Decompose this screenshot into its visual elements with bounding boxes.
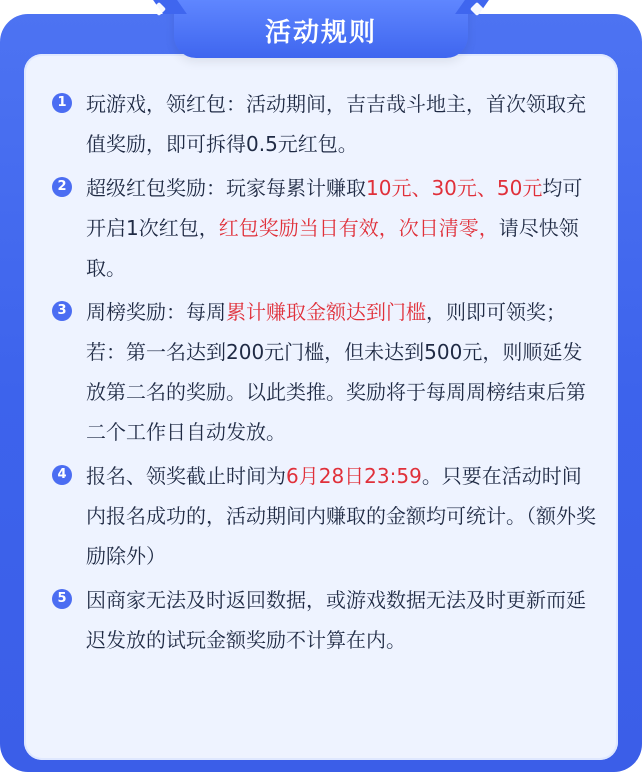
title-tab [174,0,468,58]
number-badge-icon: 4 [52,465,72,485]
rule-text: 玩游戏，领红包：活动期间，吉吉哉斗地主，首次领取充值奖励，即可拆得0.5元红包。 [86,92,586,156]
rule-item-4 [52,456,600,576]
rule-text: ，则即可领奖；若：第一名达到200元门槛，但未达到500元，则顺延发放第二名的奖励。以此类推。奖励将于每周周榜结束后第二个工作日自动发放。 [86,300,586,444]
number-badge-icon: 5 [52,589,72,609]
rule-text: 超级红包奖励：玩家每累计赚取 [86,176,366,200]
rule-item-3 [52,292,600,452]
rule-item-2 [52,168,600,288]
rule-highlight: 累计赚取金额达到门槛 [226,300,426,324]
rules-list [52,84,600,664]
rule-text: 均可开启1次红包， [86,176,583,240]
rule-text: 。只要在活动时间内报名成功的，活动期间内赚取的金额均可统计。（额外奖励除外） [86,464,596,568]
rule-highlight: 红包奖励当日有效，次日清零， [218,216,499,240]
rule-item-1 [52,84,600,164]
rule-text: 请尽快领取。 [86,216,579,280]
number-badge-icon: 2 [52,177,72,197]
rule-item-5 [52,580,600,660]
rule-highlight: 6月28日23:59 [286,464,422,488]
rule-highlight: 10元、30元、50元 [366,176,543,200]
number-badge-icon: 3 [52,301,72,321]
rule-text: 周榜奖励：每周 [86,300,226,324]
page-title: 活动规则 [264,18,377,48]
number-badge-icon: 1 [52,93,72,113]
rule-text: 报名、领奖截止时间为 [86,464,286,488]
rule-text: 因商家无法及时返回数据，或游戏数据无法及时更新而延迟发放的试玩金额奖励不计算在内。 [86,588,586,652]
